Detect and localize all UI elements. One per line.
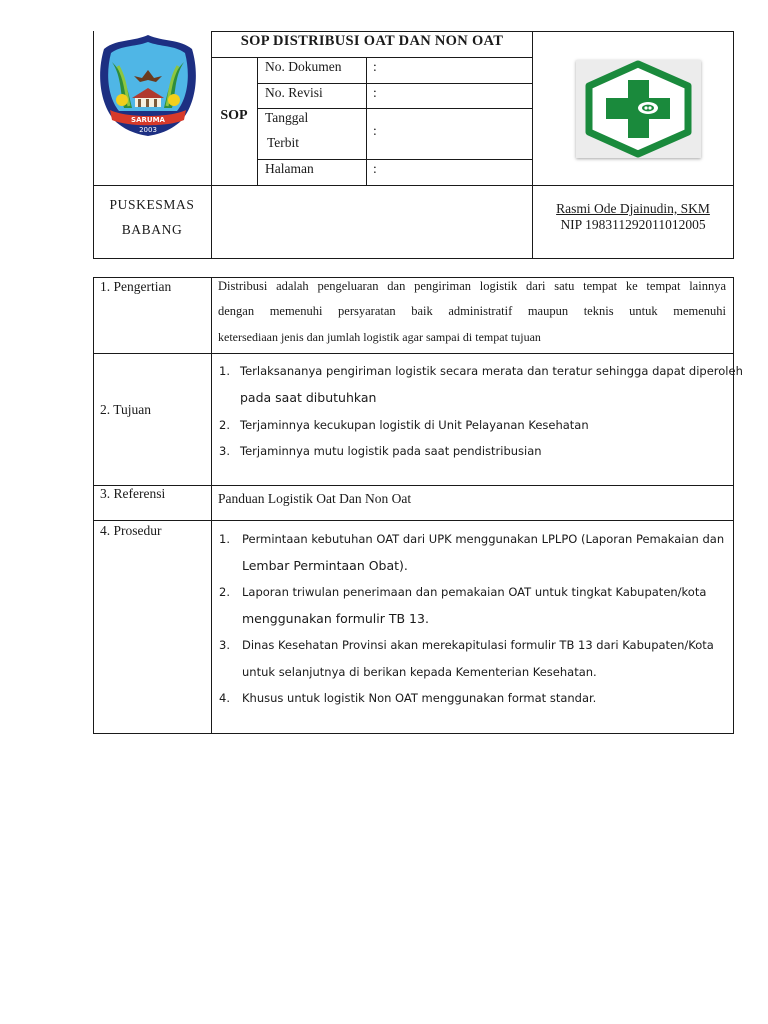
document-title: SOP DISTRIBUSI OAT DAN NON OAT — [240, 33, 504, 49]
border-line — [211, 57, 533, 58]
list-item-number: 3. — [219, 444, 230, 458]
border-line — [93, 277, 734, 278]
border-line — [93, 353, 734, 354]
health-cross-hexagon-icon — [576, 60, 701, 158]
list-item-number: 2. — [219, 585, 230, 599]
list-item-number: 3. — [219, 638, 230, 652]
border-line — [93, 185, 734, 186]
regency-logo — [96, 32, 200, 138]
border-line — [93, 485, 734, 486]
border-line — [93, 733, 734, 734]
section-label-referensi: 3. Referensi — [100, 486, 166, 501]
signer-nip: NIP 198311292011012005 — [560, 217, 706, 232]
svg-text:2003: 2003 — [139, 126, 157, 134]
border-line — [211, 31, 212, 259]
field-value-no-revisi: : — [373, 85, 377, 100]
border-line — [257, 57, 258, 186]
border-line — [257, 108, 533, 109]
health-logo — [576, 60, 701, 158]
list-item: Terjaminnya mutu logistik pada saat pendistribusian — [240, 444, 542, 458]
list-item-number: 1. — [219, 532, 230, 546]
pengertian-line: Distribusi adalah pengeluaran dan pengiriman logistik dari satu tempat ke tempat lainnya — [218, 279, 726, 293]
list-item-number: 2. — [219, 418, 230, 432]
list-item-number: 4. — [219, 691, 230, 705]
field-label-halaman: Halaman — [265, 161, 314, 176]
pengertian-line: dengan memenuhi persyaratan baik administratif maupun teknis untuk memenuhi — [218, 304, 726, 318]
signer-name: Rasmi Ode Djainudin, SKM — [556, 201, 710, 216]
list-item: Terjaminnya kecukupan logistik di Unit Pelayanan Kesehatan — [240, 418, 589, 432]
list-item: Terlaksananya pengiriman logistik secara merata dan teratur sehingga dapat diperoleh — [240, 364, 743, 378]
sop-label: SOP — [220, 108, 248, 123]
regency-crest-icon — [96, 32, 200, 138]
border-line — [257, 83, 533, 84]
org-name-line2: BABANG — [121, 222, 183, 237]
list-item-continuation: Lembar Permintaan Obat). — [242, 558, 408, 573]
referensi-text: Panduan Logistik Oat Dan Non Oat — [218, 491, 412, 506]
section-label-prosedur: 4. Prosedur — [100, 523, 162, 538]
border-line — [93, 520, 734, 521]
org-name-line1: PUSKESMAS — [109, 197, 195, 212]
list-item-continuation: untuk selanjutnya di berikan kepada Kementerian Kesehatan. — [242, 665, 597, 679]
field-label-tanggal: Tanggal — [265, 110, 309, 125]
field-label-terbit: Terbit — [267, 135, 300, 150]
list-item: Permintaan kebutuhan OAT dari UPK menggunakan LPLPO (Laporan Pemakaian dan — [242, 532, 725, 546]
border-line — [366, 57, 367, 186]
field-label-no-dokumen: No. Dokumen — [265, 59, 342, 74]
pengertian-line: ketersediaan jenis dan jumlah logistik agar sampai di tempat tujuan — [218, 330, 541, 344]
list-item-continuation: menggunakan formulir TB 13. — [242, 611, 429, 626]
border-line — [93, 277, 94, 734]
list-item-number: 1. — [219, 364, 230, 378]
svg-text:SARUMA: SARUMA — [131, 116, 165, 124]
border-line — [733, 277, 734, 734]
border-line — [211, 277, 212, 734]
border-line — [93, 258, 734, 259]
border-line — [211, 31, 734, 32]
border-line — [257, 159, 533, 160]
section-label-tujuan: 2. Tujuan — [100, 402, 152, 417]
list-item-continuation: pada saat dibutuhkan — [240, 390, 377, 405]
list-item: Laporan triwulan penerimaan dan pemakaian OAT untuk tingkat Kabupaten/kota — [242, 585, 707, 599]
field-value-halaman: : — [373, 161, 377, 176]
list-item: Dinas Kesehatan Provinsi akan merekapitulasi formulir TB 13 dari Kabupaten/Kota — [242, 638, 714, 652]
field-label-no-revisi: No. Revisi — [265, 85, 323, 100]
field-value-no-dokumen: : — [373, 59, 377, 74]
section-label-pengertian: 1. Pengertian — [100, 279, 172, 294]
field-value-tanggal-terbit: : — [373, 123, 377, 138]
list-item: Khusus untuk logistik Non OAT menggunakan format standar. — [242, 691, 597, 705]
